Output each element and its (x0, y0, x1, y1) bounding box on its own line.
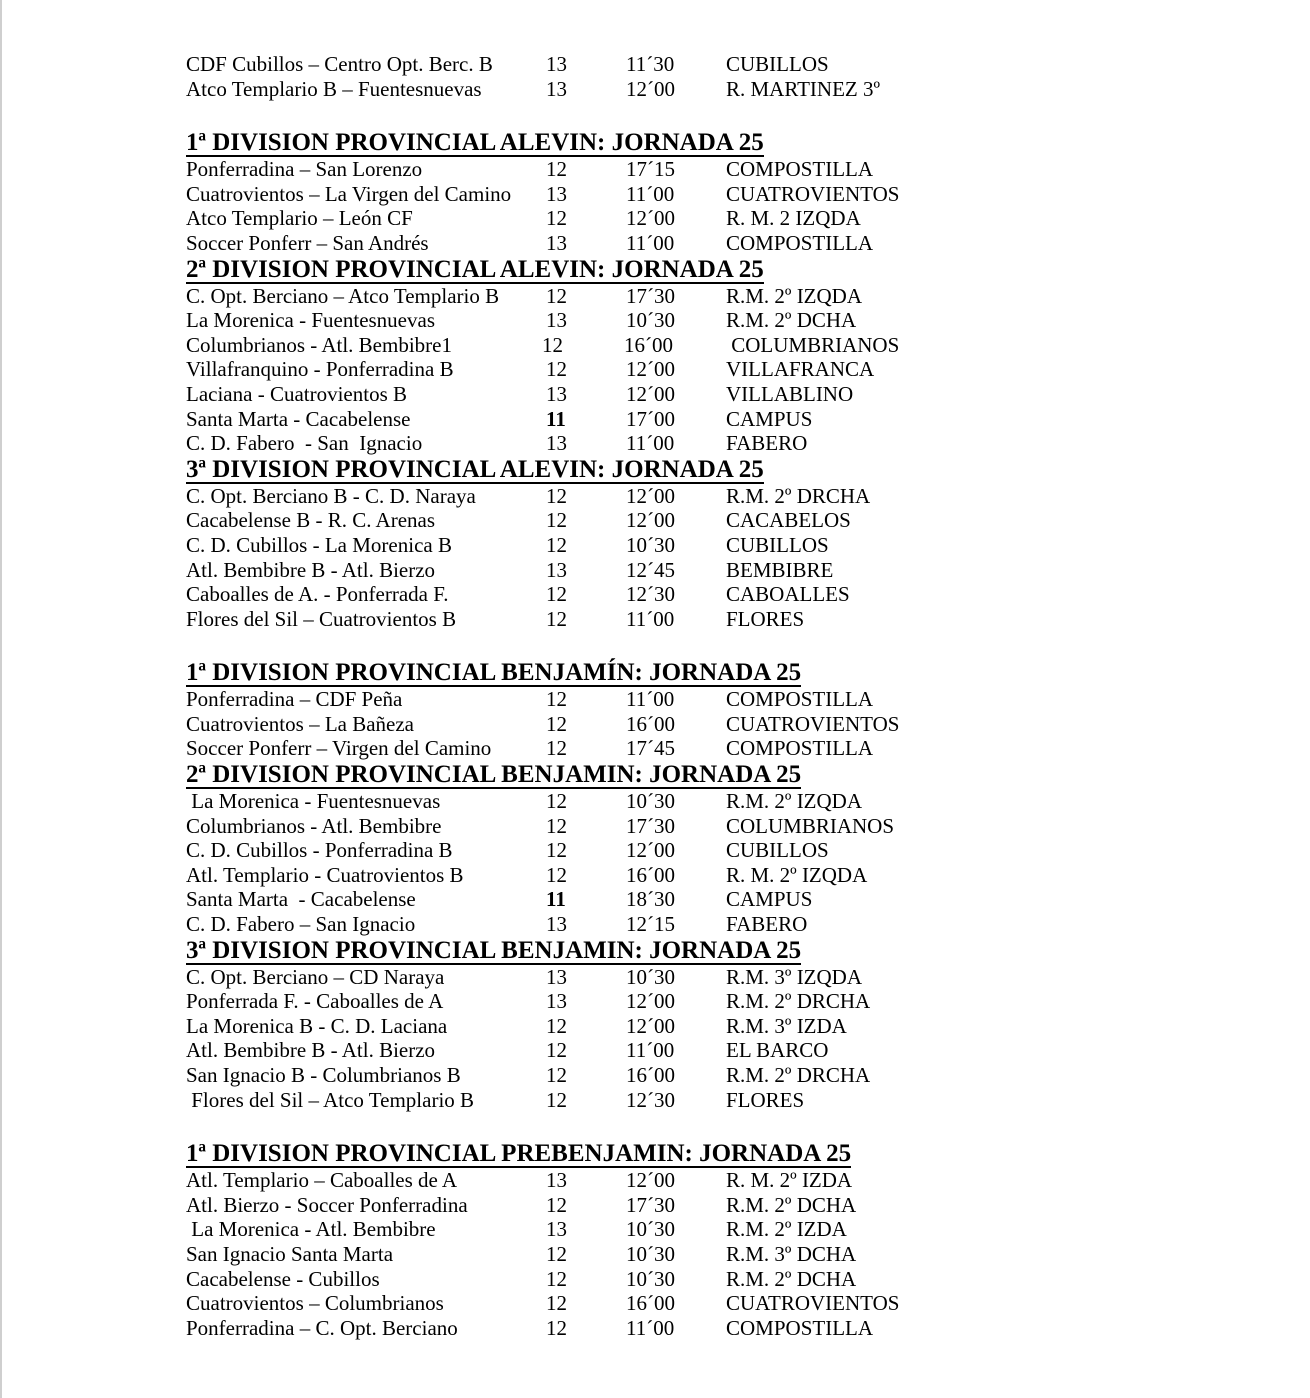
division-section (186, 937, 1286, 1113)
fixture-day: 12 (546, 157, 567, 182)
fixture-match: Villafranquino - Ponferradina B (186, 357, 454, 382)
fixture-time: 10´30 (626, 1241, 675, 1266)
fixture-row (186, 357, 1286, 382)
fixture-venue: R. MARTINEZ 3º (726, 76, 880, 101)
fixture-venue: CABOALLES (726, 582, 850, 607)
fixture-row (186, 382, 1286, 407)
fixture-day: 12 (546, 1013, 567, 1038)
fixture-time: 12´45 (626, 557, 675, 582)
fixture-day: 13 (546, 308, 567, 333)
fixture-match: C. D. Cubillos - Ponferradina B (186, 838, 453, 863)
fixture-time: 11´00 (626, 431, 675, 456)
division-heading-text: 1ª DIVISION PROVINCIAL ALEVIN: JORNADA 25 (186, 129, 764, 157)
fixture-match: Flores del Sil – Atco Templario B (186, 1087, 475, 1112)
division-heading-text: 1ª DIVISION PROVINCIAL PREBENJAMIN: JORNADA 25 (186, 1140, 852, 1168)
fixture-match: Flores del Sil – Cuatrovientos B (186, 606, 457, 631)
fixture-row (186, 1038, 1286, 1063)
fixture-match: La Morenica - Fuentesnuevas (186, 308, 435, 333)
division-heading-text: 1ª DIVISION PROVINCIAL BENJAMÍN: JORNADA 25 (186, 659, 802, 687)
fixture-match: Laciana - Cuatrovientos B (186, 381, 408, 406)
fixture-row (186, 77, 1286, 102)
fixture-venue: R. M. 2º IZQDA (726, 862, 868, 887)
division-heading-text: 3ª DIVISION PROVINCIAL BENJAMIN: JORNADA 25 (186, 936, 802, 964)
fixture-row (186, 284, 1286, 309)
fixture-row (186, 887, 1286, 912)
fixture-row (186, 333, 1286, 358)
fixture-venue: EL BARCO (726, 1038, 829, 1063)
division-heading (186, 256, 1286, 284)
fixture-match: C. D. Fabero – San Ignacio (186, 912, 416, 937)
fixture-venue: COMPOSTILLA (726, 736, 874, 761)
fixture-venue: CUATROVIENTOS (726, 181, 900, 206)
fixture-time: 10´30 (626, 1266, 675, 1291)
fixture-venue: R.M. 3º IZDA (726, 1013, 847, 1038)
fixture-day: 12 (546, 789, 567, 814)
fixture-time: 10´30 (626, 532, 675, 557)
fixture-row (186, 231, 1286, 256)
fixture-time: 11´00 (626, 687, 675, 712)
fixture-day: 12 (546, 838, 567, 863)
fixture-time: 11´00 (626, 181, 675, 206)
fixture-venue: VILLAFRANCA (726, 357, 875, 382)
fixture-venue: R.M. 2º DCHA (726, 1192, 857, 1217)
fixture-day: 13 (546, 76, 567, 101)
fixture-row (186, 1193, 1286, 1218)
division-section (186, 101, 1286, 255)
fixture-venue: CUATROVIENTOS (726, 1291, 900, 1316)
fixture-time: 17´30 (626, 1192, 675, 1217)
fixture-match: Caboalles de A. - Ponferrada F. (186, 582, 449, 607)
division-heading (186, 659, 1286, 687)
fixture-match: Atl. Bembibre B - Atl. Bierzo (186, 1038, 436, 1063)
division-section (186, 1112, 1286, 1340)
fixture-venue: R.M. 2º DRCHA (726, 989, 871, 1014)
fixture-row (186, 206, 1286, 231)
division-section (186, 761, 1286, 937)
fixture-row (186, 1267, 1286, 1292)
fixture-venue: COMPOSTILLA (726, 687, 874, 712)
fixture-venue: R.M. 2º DRCHA (726, 483, 871, 508)
fixture-venue: CUATROVIENTOS (726, 711, 900, 736)
fixture-time: 16´00 (626, 862, 675, 887)
fixture-match: La Morenica B - C. D. Laciana (186, 1013, 448, 1038)
fixture-venue: FLORES (726, 606, 805, 631)
fixture-time: 17´30 (626, 813, 675, 838)
fixture-time: 16´00 (626, 1063, 675, 1087)
fixture-row (186, 989, 1286, 1014)
division-heading (186, 937, 1286, 965)
division-heading (186, 456, 1286, 484)
fixture-time: 10´30 (626, 964, 675, 989)
fixture-venue: R.M. 2º IZQDA (726, 283, 863, 308)
fixture-venue: COLUMBRIANOS (726, 332, 900, 357)
fixture-row (186, 582, 1286, 607)
fixture-match: CDF Cubillos – Centro Opt. Berc. B (186, 52, 493, 76)
fixture-venue: CAMPUS (726, 887, 813, 912)
fixture-time: 17´00 (626, 406, 675, 431)
fixture-row (186, 1168, 1286, 1193)
fixture-match: San Ignacio B - Columbrianos B (186, 1063, 461, 1087)
fixture-day: 13 (546, 964, 567, 989)
fixture-row (186, 508, 1286, 533)
fixture-match: Columbrianos - Atl. Bembibre1 (186, 332, 452, 357)
fixture-venue: COLUMBRIANOS (726, 813, 895, 838)
fixture-venue: CAMPUS (726, 406, 813, 431)
fixture-day: 11 (546, 887, 566, 912)
fixture-match: Atco Templario – León CF (186, 206, 413, 231)
fixture-day: 12 (546, 736, 567, 761)
fixture-venue: R. M. 2 IZQDA (726, 206, 861, 231)
fixture-time: 12´15 (626, 912, 675, 937)
division-heading-text: 2ª DIVISION PROVINCIAL BENJAMIN: JORNADA 25 (186, 761, 802, 789)
fixture-row (186, 1291, 1286, 1316)
fixture-venue: COMPOSTILLA (726, 1315, 874, 1340)
fixture-day: 12 (546, 283, 567, 308)
fixture-match: C. Opt. Berciano B - C. D. Naraya (186, 483, 476, 508)
fixture-row (186, 308, 1286, 333)
fixture-match: Soccer Ponferr – Virgen del Camino (186, 736, 492, 761)
division-heading (186, 1140, 1286, 1168)
page-left-border (0, 0, 2, 1398)
fixture-row (186, 965, 1286, 990)
fixture-day: 13 (546, 989, 567, 1014)
fixture-venue: R.M. 3º IZQDA (726, 964, 863, 989)
fixture-day: 12 (546, 711, 567, 736)
fixture-time: 12´30 (626, 582, 675, 607)
fixture-time: 17´30 (626, 283, 675, 308)
fixture-time: 16´00 (626, 711, 675, 736)
fixture-time: 11´00 (626, 1315, 675, 1340)
division-section (186, 256, 1286, 456)
fixture-venue: R. M. 2º IZDA (726, 1168, 853, 1193)
fixture-day: 13 (546, 52, 567, 76)
fixture-row (186, 558, 1286, 583)
fixture-match: Atl. Templario - Cuatrovientos B (186, 862, 464, 887)
fixture-time: 16´00 (626, 1291, 675, 1316)
division-heading (186, 129, 1286, 157)
fixture-time: 16´00 (624, 332, 673, 357)
fixture-time: 18´30 (626, 887, 675, 912)
fixture-day: 12 (546, 483, 567, 508)
fixture-day: 13 (546, 557, 567, 582)
fixture-match: La Morenica - Atl. Bembibre (186, 1217, 436, 1242)
fixture-time: 12´00 (626, 838, 675, 863)
fixture-row (186, 814, 1286, 839)
fixture-day: 12 (546, 687, 567, 712)
fixture-time: 17´15 (626, 157, 675, 182)
fixture-day: 13 (546, 1168, 567, 1193)
fixture-row (186, 712, 1286, 737)
fixture-venue: FLORES (726, 1087, 805, 1112)
fixture-row (186, 484, 1286, 509)
fixture-match: Santa Marta - Cacabelense (186, 406, 411, 431)
fixture-time: 12´30 (626, 1087, 675, 1112)
fixture-day: 12 (546, 1315, 567, 1340)
fixture-row (186, 182, 1286, 207)
fixture-venue: R.M. 2º IZDA (726, 1217, 847, 1242)
fixture-venue: R.M. 2º DCHA (726, 308, 857, 333)
fixture-venue: CUBILLOS (726, 838, 829, 863)
division-heading-text: 3ª DIVISION PROVINCIAL ALEVIN: JORNADA 25 (186, 455, 764, 483)
fixture-row (186, 1088, 1286, 1113)
fixture-day: 12 (546, 1038, 567, 1063)
division-section (186, 52, 1286, 101)
fixture-row (186, 157, 1286, 182)
fixture-match: Columbrianos - Atl. Bembibre (186, 813, 442, 838)
fixture-match: Ponferradina – CDF Peña (186, 687, 403, 712)
fixture-row (186, 1217, 1286, 1242)
fixture-row (186, 533, 1286, 558)
fixture-time: 11´00 (626, 1038, 675, 1063)
fixture-row (186, 1242, 1286, 1267)
fixture-match: C. Opt. Berciano – CD Naraya (186, 964, 445, 989)
fixture-time: 12´00 (626, 1013, 675, 1038)
fixture-match: Soccer Ponferr – San Andrés (186, 230, 429, 255)
fixture-row (186, 789, 1286, 814)
fixture-row (186, 736, 1286, 761)
fixture-time: 12´00 (626, 357, 675, 382)
fixture-day: 11 (546, 406, 566, 431)
fixture-day: 12 (546, 1087, 567, 1112)
fixture-day: 13 (546, 431, 567, 456)
division-heading-text: 2ª DIVISION PROVINCIAL ALEVIN: JORNADA 25 (186, 255, 764, 283)
fixture-venue: COMPOSTILLA (726, 230, 874, 255)
fixture-day: 12 (546, 1266, 567, 1291)
section-spacer (186, 101, 1286, 129)
fixture-day: 13 (546, 381, 567, 406)
fixture-venue: R.M. 2º DRCHA (726, 1063, 871, 1087)
fixture-day: 13 (546, 181, 567, 206)
fixture-venue: CUBILLOS (726, 532, 829, 557)
fixture-time: 10´30 (626, 789, 675, 814)
fixture-match: Santa Marta - Cacabelense (186, 887, 416, 912)
fixture-venue: R.M. 2º DCHA (726, 1266, 857, 1291)
fixture-time: 12´00 (626, 381, 675, 406)
fixture-row (186, 607, 1286, 632)
division-section (186, 456, 1286, 632)
fixture-day: 12 (546, 582, 567, 607)
fixture-day: 12 (546, 508, 567, 533)
fixture-match: Atl. Bierzo - Soccer Ponferradina (186, 1192, 468, 1217)
fixture-day: 12 (546, 1241, 567, 1266)
fixture-time: 12´00 (626, 206, 675, 231)
fixture-match: Atl. Bembibre B - Atl. Bierzo (186, 557, 436, 582)
fixture-time: 17´45 (626, 736, 675, 761)
fixture-time: 10´30 (626, 1217, 675, 1242)
division-heading (186, 761, 1286, 789)
fixture-time: 12´00 (626, 76, 675, 101)
fixture-time: 11´30 (626, 52, 675, 76)
section-spacer (186, 1112, 1286, 1140)
fixture-match: Cacabelense B - R. C. Arenas (186, 508, 436, 533)
fixture-venue: BEMBIBRE (726, 557, 834, 582)
fixture-match: La Morenica - Fuentesnuevas (186, 789, 441, 814)
fixture-day: 12 (546, 1291, 567, 1316)
fixture-day: 13 (546, 230, 567, 255)
fixture-day: 12 (546, 357, 567, 382)
fixture-venue: COMPOSTILLA (726, 157, 874, 182)
fixture-match: C. D. Cubillos - La Morenica B (186, 532, 452, 557)
fixture-match: Ponferrada F. - Caboalles de A (186, 989, 444, 1014)
section-spacer (186, 631, 1286, 659)
fixture-time: 11´00 (626, 606, 675, 631)
fixture-match: C. D. Fabero - San Ignacio (186, 431, 423, 456)
fixture-venue: R.M. 2º IZQDA (726, 789, 863, 814)
fixture-day: 13 (546, 1217, 567, 1242)
fixture-match: Cuatrovientos – Columbrianos (186, 1291, 444, 1316)
fixture-row (186, 407, 1286, 432)
fixture-venue: FABERO (726, 431, 808, 456)
fixture-match: Cacabelense - Cubillos (186, 1266, 380, 1291)
fixture-day: 12 (546, 606, 567, 631)
fixture-day: 13 (546, 912, 567, 937)
fixture-time: 11´00 (626, 230, 675, 255)
fixture-day: 12 (546, 1192, 567, 1217)
fixture-row (186, 52, 1286, 77)
fixtures-document (186, 52, 1286, 1340)
fixture-venue: VILLABLINO (726, 381, 854, 406)
fixture-match: Atl. Templario – Caboalles de A (186, 1168, 458, 1193)
fixture-venue: CACABELOS (726, 508, 851, 533)
fixture-row (186, 838, 1286, 863)
fixture-time: 12´00 (626, 483, 675, 508)
fixture-day: 12 (546, 862, 567, 887)
fixture-time: 10´30 (626, 308, 675, 333)
fixture-venue: R.M. 3º DCHA (726, 1241, 857, 1266)
fixture-venue: FABERO (726, 912, 808, 937)
fixture-row (186, 1063, 1286, 1088)
fixture-venue: CUBILLOS (726, 52, 829, 76)
fixture-time: 12´00 (626, 989, 675, 1014)
division-section (186, 631, 1286, 761)
fixture-time: 12´00 (626, 508, 675, 533)
fixture-match: San Ignacio Santa Marta (186, 1241, 394, 1266)
fixture-match: Cuatrovientos – La Bañeza (186, 711, 415, 736)
fixture-day: 12 (546, 813, 567, 838)
fixture-row (186, 431, 1286, 456)
fixture-match: Ponferradina – San Lorenzo (186, 157, 423, 182)
fixture-row (186, 912, 1286, 937)
fixture-time: 12´00 (626, 1168, 675, 1193)
fixture-row (186, 1014, 1286, 1039)
fixture-match: Atco Templario B – Fuentesnuevas (186, 76, 482, 101)
fixture-day: 12 (542, 332, 563, 357)
fixture-day: 12 (546, 532, 567, 557)
fixture-row (186, 687, 1286, 712)
fixture-row (186, 863, 1286, 888)
fixture-day: 12 (546, 1063, 567, 1087)
fixture-match: Ponferradina – C. Opt. Berciano (186, 1315, 458, 1340)
fixture-match: Cuatrovientos – La Virgen del Camino (186, 181, 512, 206)
fixture-day: 12 (546, 206, 567, 231)
fixture-row (186, 1316, 1286, 1341)
fixture-match: C. Opt. Berciano – Atco Templario B (186, 283, 500, 308)
